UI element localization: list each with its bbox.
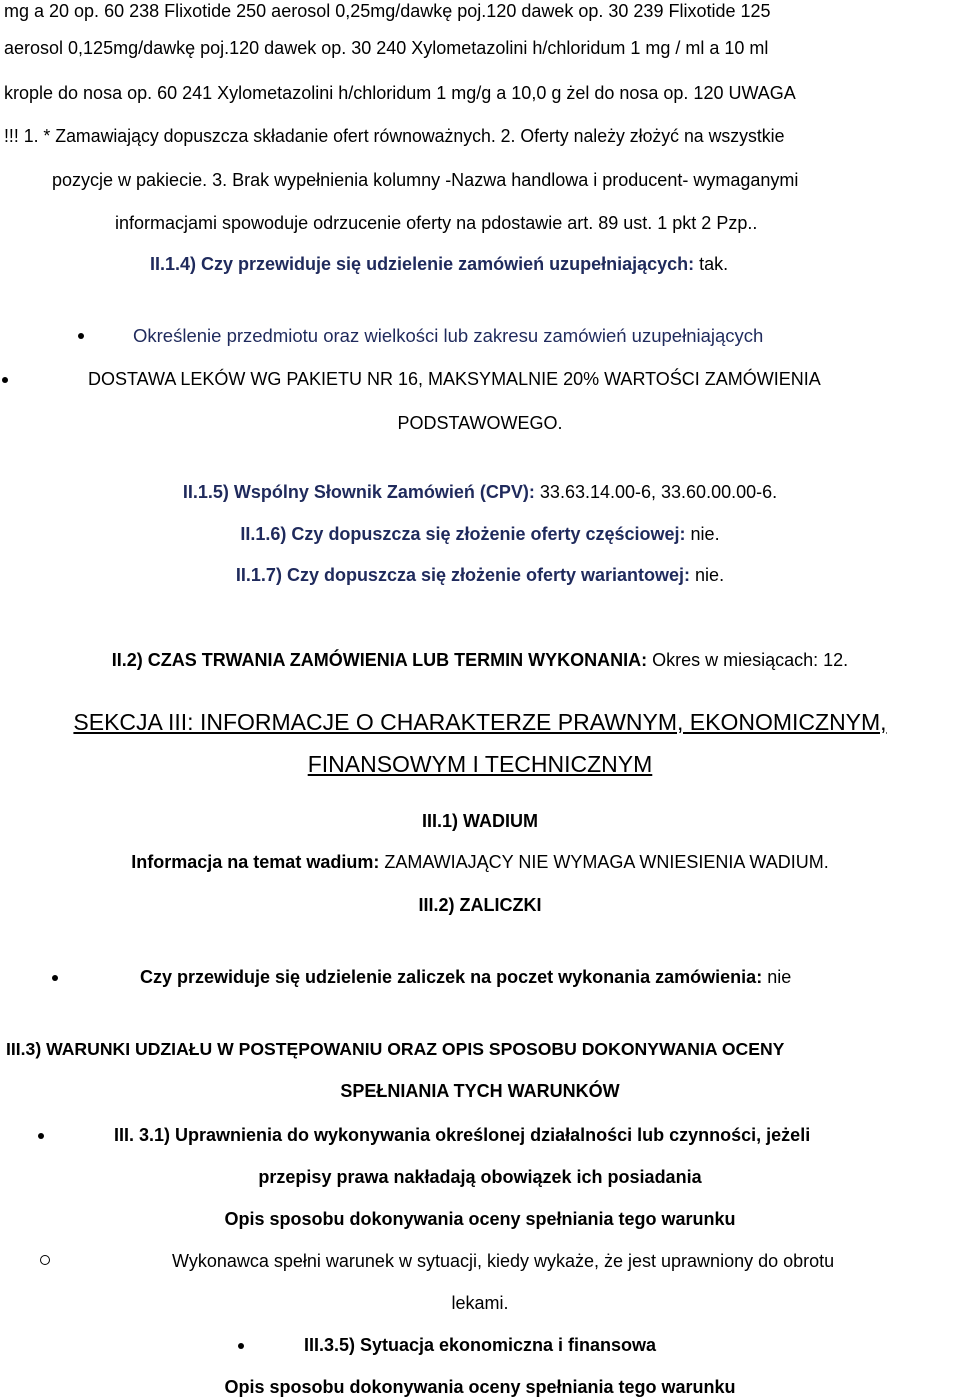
section-2-1-6-label: II.1.6) Czy dopuszcza się złożenie oferty częściowej: [240, 524, 686, 544]
bullet-icon [78, 333, 84, 339]
zaliczki-value: nie [762, 967, 792, 987]
warunki-heading-line-1: III.3) WARUNKI UDZIAŁU W POSTĘPOWANIU ORAZ OPIS SPOSOBU DOKONYWANIA OCENY [6, 1039, 785, 1059]
sytuacja-ekonomiczna-description: Opis sposobu dokonywania oceny spełniania tego warunku [224, 1377, 736, 1397]
intro-line-2: aerosol 0,125mg/dawkę poj.120 dawek op. 30 240 Xylometazolini h/chloridum 1 mg / ml a 10 ml [4, 38, 769, 58]
section-3-title-line-1: SEKCJA III: INFORMACJE O CHARAKTERZE PRAWNYM, EKONOMICZNYM, [73, 709, 887, 735]
section-2-1-5-value: 33.63.14.00-6, 33.60.00.00-6. [534, 482, 778, 502]
supplementary-value-line-2: PODSTAWOWEGO. [397, 413, 563, 433]
uprawnienia-line-2: przepisy prawa nakładają obowiązek ich posiadania [258, 1167, 702, 1187]
supplementary-label: Określenie przedmiotu oraz wielkości lub zakresu zamówień uzupełniających [133, 325, 764, 346]
section-2-2 [0, 649, 960, 671]
intro-line-6: informacjami spowoduje odrzucenie oferty na pdostawie art. 89 ust. 1 pkt 2 Pzp.. [115, 213, 758, 233]
section-2-1-7-label: II.1.7) Czy dopuszcza się złożenie oferty wariantowej: [235, 565, 691, 585]
zaliczki-label: Czy przewiduje się udzielenie zaliczek na poczet wykonania zamówienia: [140, 967, 763, 987]
section-3-title-line-2: FINANSOWYM I TECHNICZNYM [307, 751, 653, 777]
warunki-heading-line-2: SPEŁNIANIA TYCH WARUNKÓW [340, 1081, 620, 1101]
bullet-icon [38, 1133, 44, 1139]
wadium-value: ZAMAWIAJĄCY NIE WYMAGA WNIESIENIA WADIUM. [379, 852, 829, 872]
uprawnienia-line-1: III. 3.1) Uprawnienia do wykonywania określonej działalności lub czynności, jeżeli [114, 1125, 811, 1145]
intro-line-4-text: !!! 1. * Zamawiający dopuszcza składanie ofert równoważnych. 2. Oferty należy złożyć na wszystkie [4, 126, 785, 146]
uprawnienia-item-line-1: Wykonawca spełni warunek w sytuacji, kiedy wykaże, że jest uprawniony do obrotu [172, 1251, 835, 1271]
zaliczki-question [140, 966, 791, 988]
section-2-1-5-label: II.1.5) Wspólny Słownik Zamówień (CPV): [182, 482, 535, 502]
bullet-icon [2, 377, 8, 383]
section-2-1-7 [0, 564, 960, 586]
section-2-1-4-value: tak. [694, 254, 729, 274]
zaliczki-heading: III.2) ZALICZKI [418, 895, 542, 915]
section-2-1-4-label: II.1.4) Czy przewiduje się udzielenie zamówień uzupełniających: [150, 254, 695, 274]
uprawnienia-description: Opis sposobu dokonywania oceny spełniania tego warunku [224, 1209, 736, 1229]
section-2-1-6 [0, 523, 960, 545]
sytuacja-ekonomiczna-title: III.3.5) Sytuacja ekonomiczna i finansowa [303, 1335, 657, 1355]
uprawnienia-item-line-2: lekami. [451, 1293, 509, 1313]
intro-line-3: krople do nosa op. 60 241 Xylometazolini h/chloridum 1 mg/g a 10,0 g żel do nosa op. 120 UWAGA [4, 83, 796, 103]
supplementary-value-line-1: DOSTAWA LEKÓW WG PAKIETU NR 16, MAKSYMALNIE 20% WARTOŚCI ZAMÓWIENIA [88, 369, 821, 389]
circle-bullet-icon [40, 1255, 50, 1265]
section-2-2-label: II.2) CZAS TRWANIA ZAMÓWIENIA LUB TERMIN WYKONANIA: [111, 650, 648, 670]
section-2-1-5 [0, 481, 960, 503]
intro-line-1: mg a 20 op. 60 238 Flixotide 250 aerosol 0,25mg/dawkę poj.120 dawek op. 30 239 Flixotide 125 [4, 1, 771, 21]
wadium-label: Informacja na temat wadium: [131, 852, 380, 872]
section-2-1-7-value: nie. [690, 565, 725, 585]
wadium-heading: III.1) WADIUM [422, 811, 538, 831]
wadium-info [0, 851, 960, 873]
intro-line-4 [4, 125, 796, 147]
section-2-1-4 [150, 253, 728, 275]
intro-line-5: pozycje w pakiecie. 3. Brak wypełnienia kolumny -Nazwa handlowa i producent- wymaganymi [52, 170, 799, 190]
bullet-icon [52, 975, 58, 981]
section-2-2-value: Okres w miesiącach: 12. [647, 650, 849, 670]
section-2-1-6-value: nie. [685, 524, 720, 544]
